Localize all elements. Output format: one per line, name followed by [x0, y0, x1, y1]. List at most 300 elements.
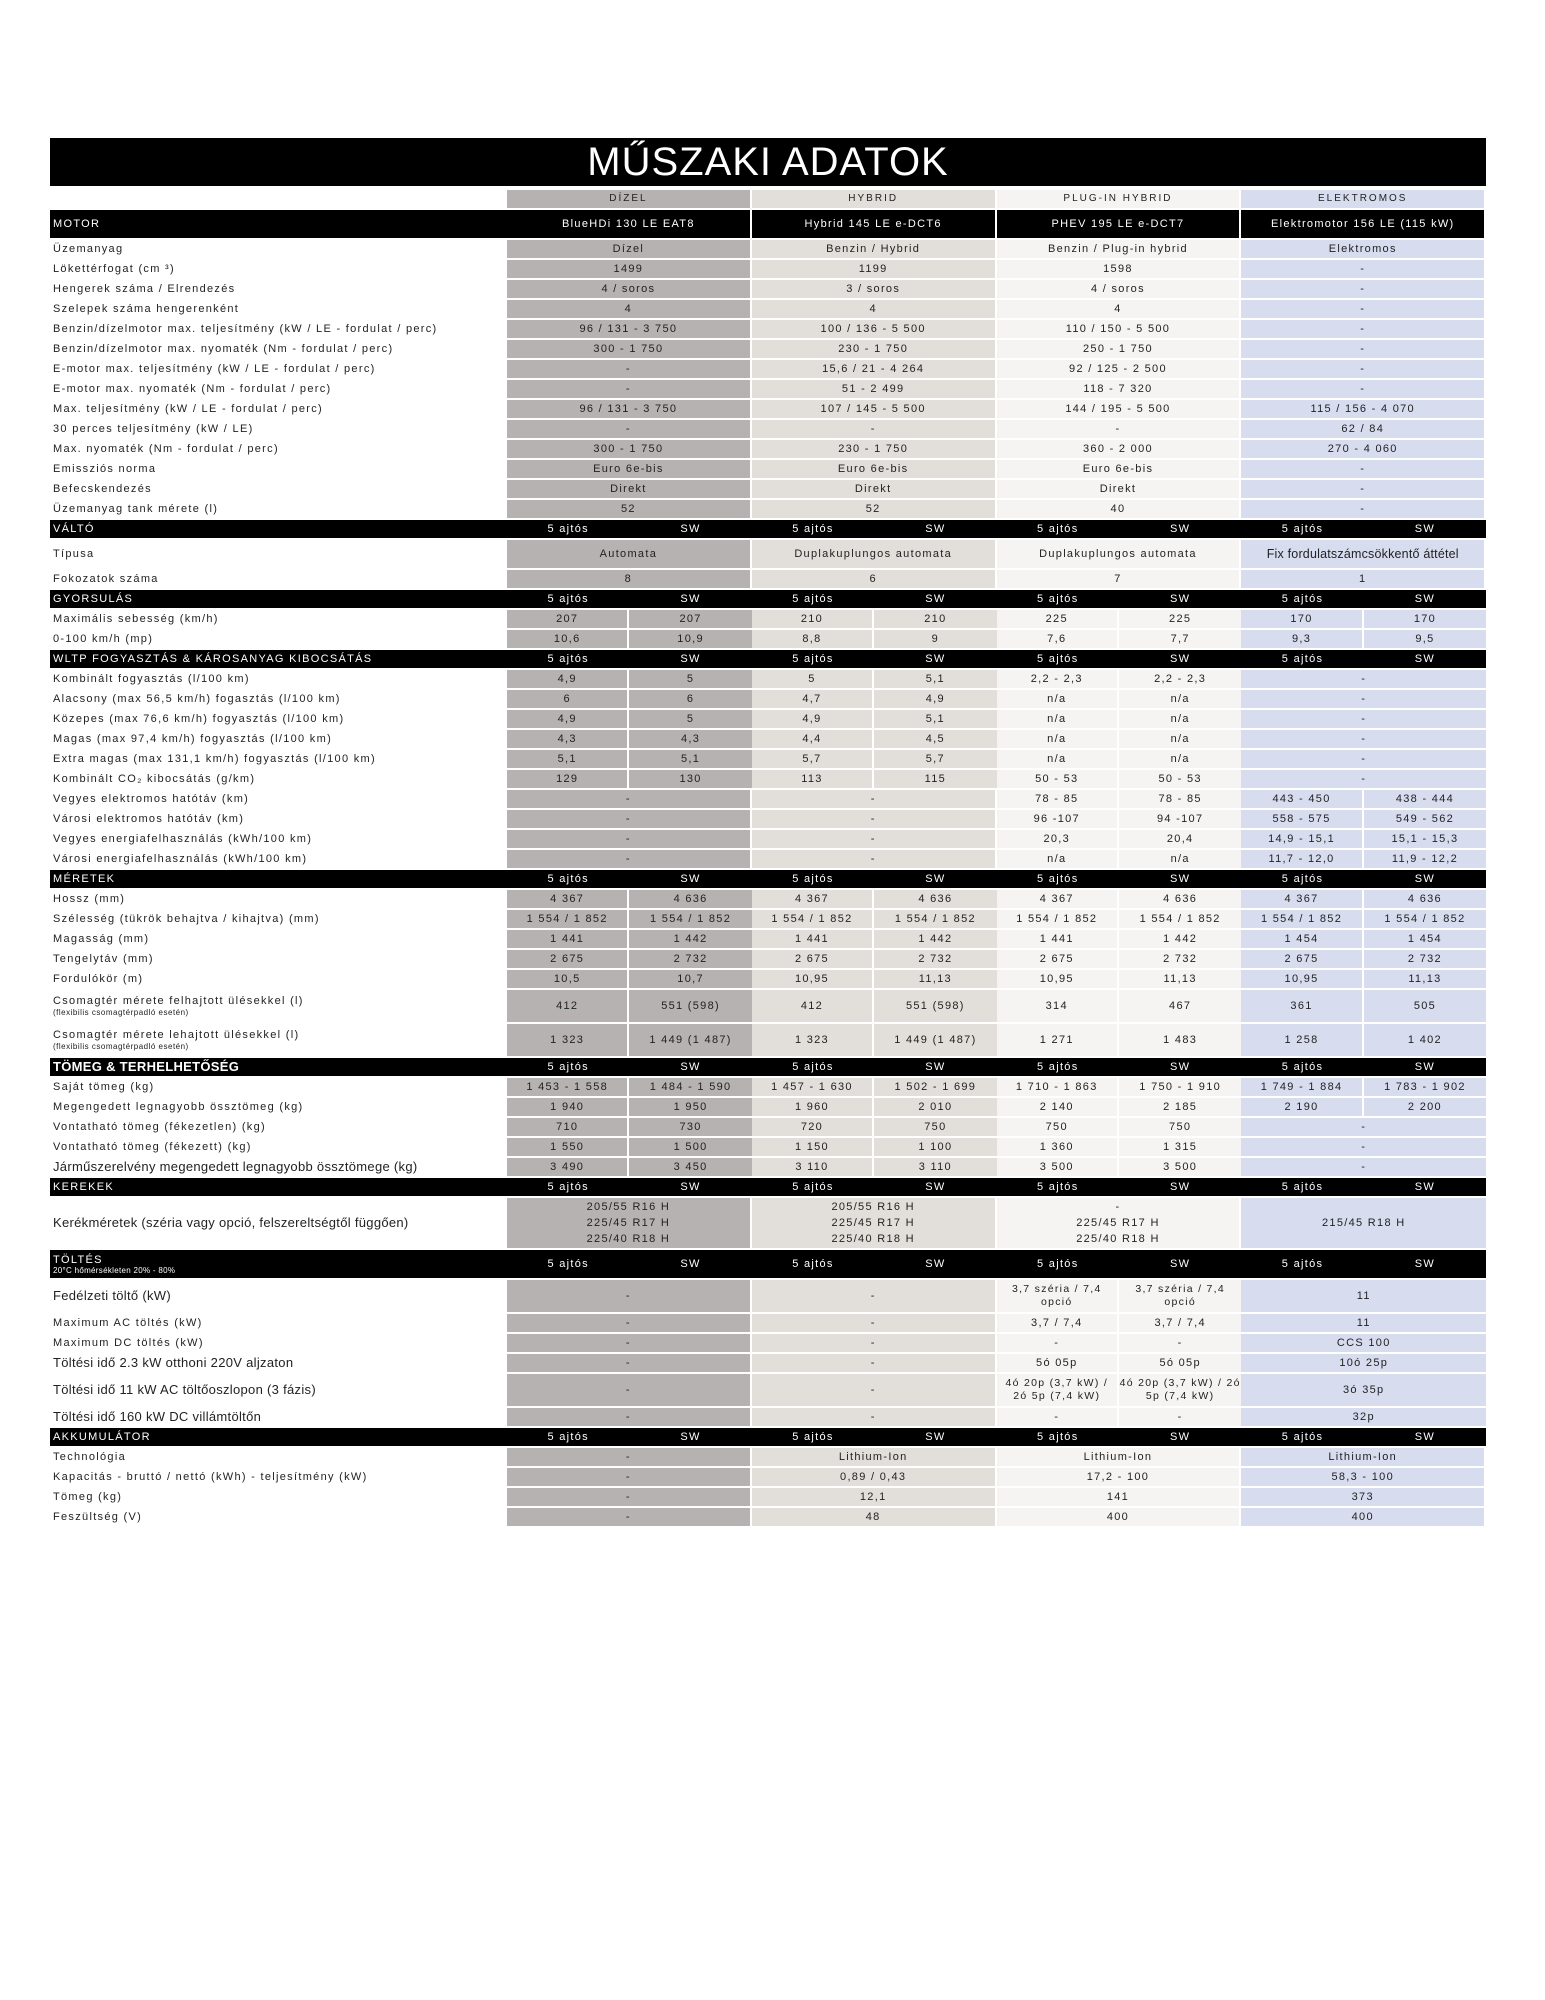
fuel-type-label: PLUG-IN HYBRID	[997, 190, 1242, 210]
value-cell: 4 367	[752, 890, 874, 910]
value-cell: 438 - 444	[1364, 790, 1486, 810]
value-cell: 1 483	[1119, 1024, 1241, 1058]
value-cell: -	[1241, 320, 1486, 340]
value-cell: n/a	[997, 730, 1119, 750]
value-cell: -	[507, 850, 752, 870]
dimension-row	[50, 950, 1486, 970]
value-cell: 207	[629, 610, 751, 630]
row-label: Hengerek száma / Elrendezés	[50, 280, 507, 300]
wheel-size: 205/55 R16 H	[586, 1201, 671, 1213]
trunk-note: (flexibilis csomagtérpadló esetén)	[53, 1008, 189, 1017]
row-label: Tengelytáv (mm)	[50, 950, 507, 970]
value-cell: 1 940	[507, 1098, 629, 1118]
row-label: Töltési idő 160 kW DC villámtöltőn	[50, 1408, 507, 1428]
row-label: Kombinált fogyasztás (l/100 km)	[50, 670, 507, 690]
row-label: Maximum DC töltés (kW)	[50, 1334, 507, 1354]
value-cell: Duplakuplungos automata	[752, 540, 997, 570]
value-cell: -	[752, 1280, 997, 1314]
meretek-header	[50, 870, 1486, 890]
value-cell: 5	[629, 670, 751, 690]
value-cell: 130	[629, 770, 751, 790]
value-cell: 230 - 1 750	[752, 440, 997, 460]
value-cell: 4 636	[1119, 890, 1241, 910]
value-cell: 5,1	[507, 750, 629, 770]
variant-sw-header: SW	[1364, 1428, 1486, 1448]
value-cell: 710	[507, 1118, 629, 1138]
variant-sw-header: SW	[874, 870, 996, 890]
value-cell: 750	[874, 1118, 996, 1138]
row-label: Max. nyomaték (Nm - fordulat / perc)	[50, 440, 507, 460]
value-cell: 400	[1241, 1508, 1486, 1528]
variant-5-door-header: 5 ajtós	[997, 650, 1119, 670]
value-cell: 373	[1241, 1488, 1486, 1508]
fuel-type-label: HYBRID	[752, 190, 997, 210]
motor-row	[50, 400, 1486, 420]
value-cell: -	[752, 830, 997, 850]
value-cell: 1499	[507, 260, 752, 280]
variant-sw-header: SW	[629, 590, 751, 610]
acceleration-row	[50, 630, 1486, 650]
variant-5-door-header: 5 ajtós	[752, 1250, 874, 1280]
electric-range-row	[50, 790, 1486, 810]
value-cell: 4ó 20p (3,7 kW) / 2ó 5p (7,4 kW)	[1119, 1374, 1241, 1408]
row-label: Magasság (mm)	[50, 930, 507, 950]
value-cell: 4	[507, 300, 752, 320]
weight-row	[50, 1078, 1486, 1098]
charging-row	[50, 1314, 1486, 1334]
value-cell: 96 / 131 - 3 750	[507, 400, 752, 420]
towing-row	[50, 1138, 1486, 1158]
value-cell: 9,3	[1241, 630, 1363, 650]
value-cell: 551 (598)	[874, 990, 996, 1024]
trunk-row	[50, 1024, 1486, 1058]
value-cell: Fix fordulatszámcsökkentő áttétel	[1241, 540, 1486, 570]
row-label: MÉRETEK	[50, 870, 507, 890]
value-cell: Lithium-Ion	[752, 1448, 997, 1468]
row-label: Lökettérfogat (cm ³)	[50, 260, 507, 280]
variant-sw-header: SW	[1364, 520, 1486, 540]
value-cell: 11,13	[874, 970, 996, 990]
consumption-row	[50, 690, 1486, 710]
row-label: MOTOR	[50, 210, 507, 240]
value-cell: 2 732	[874, 950, 996, 970]
row-label: Megengedett legnagyobb össztömeg (kg)	[50, 1098, 507, 1118]
value-cell: 4,9	[507, 670, 629, 690]
value-cell: 210	[874, 610, 996, 630]
value-cell: 2 675	[997, 950, 1119, 970]
value-cell: 5,1	[874, 670, 996, 690]
value-cell: 11,7 - 12,0	[1241, 850, 1363, 870]
value-cell: 9	[874, 630, 996, 650]
value-cell: 1 750 - 1 910	[1119, 1078, 1241, 1098]
value-cell: 4ó 20p (3,7 kW) / 2ó 5p (7,4 kW)	[997, 1374, 1119, 1408]
value-cell: 20,3	[997, 830, 1119, 850]
value-cell: 1 150	[752, 1138, 874, 1158]
value-cell: 3 110	[874, 1158, 996, 1178]
value-cell: 58,3 - 100	[1241, 1468, 1486, 1488]
motor-row	[50, 280, 1486, 300]
value-cell: 4 636	[629, 890, 751, 910]
wheel-size: 225/40 R18 H	[586, 1233, 671, 1245]
value-cell: -	[507, 1354, 752, 1374]
value-cell: Dízel	[507, 240, 752, 260]
value-cell: -	[507, 1314, 752, 1334]
value-cell: 1 554 / 1 852	[1119, 910, 1241, 930]
row-label: Városi energiafelhasználás (kWh/100 km)	[50, 850, 507, 870]
value-cell: 2 732	[1364, 950, 1486, 970]
variant-sw-header: SW	[629, 650, 751, 670]
value-cell: -	[507, 1334, 752, 1354]
value-cell: 270 - 4 060	[1241, 440, 1486, 460]
trunk-row	[50, 990, 1486, 1024]
value-cell: -	[507, 1508, 752, 1528]
motor-row	[50, 480, 1486, 500]
variant-5-door-header: 5 ajtós	[1241, 1178, 1363, 1198]
variant-5-door-header: 5 ajtós	[507, 1428, 629, 1448]
row-label: KEREKEK	[50, 1178, 507, 1198]
variant-sw-header: SW	[874, 1178, 996, 1198]
value-cell: 750	[1119, 1118, 1241, 1138]
value-cell: 750	[997, 1118, 1119, 1138]
value-cell: 2,2 - 2,3	[997, 670, 1119, 690]
electric-range-row	[50, 810, 1486, 830]
value-cell: 11,13	[1364, 970, 1486, 990]
value-cell: Euro 6e-bis	[507, 460, 752, 480]
wheel-size-row	[50, 1198, 1486, 1250]
value-cell: 92 / 125 - 2 500	[997, 360, 1242, 380]
wheel-size: -	[1115, 1201, 1121, 1213]
value-cell: -	[1241, 710, 1486, 730]
consumption-row	[50, 710, 1486, 730]
value-cell: 6	[752, 570, 997, 590]
motor-row	[50, 240, 1486, 260]
value-cell: 210	[752, 610, 874, 630]
row-label: Üzemanyag tank mérete (l)	[50, 500, 507, 520]
charging-row	[50, 1374, 1486, 1408]
value-cell: 1 323	[752, 1024, 874, 1058]
akkumulator-header	[50, 1428, 1486, 1448]
value-cell: 1 449 (1 487)	[874, 1024, 996, 1058]
motor-row	[50, 340, 1486, 360]
value-cell: 100 / 136 - 5 500	[752, 320, 997, 340]
value-cell: 8,8	[752, 630, 874, 650]
value-cell: 3 500	[997, 1158, 1119, 1178]
towing-row	[50, 1118, 1486, 1138]
value-cell: -	[752, 1408, 997, 1428]
value-cell: 78 - 85	[1119, 790, 1241, 810]
value-cell: 1 258	[1241, 1024, 1363, 1058]
wheel-size-cell	[507, 1198, 752, 1250]
row-label: Kerékméretek (széria vagy opció, felszereltségtől függően)	[50, 1198, 507, 1250]
row-label: 30 perces teljesítmény (kW / LE)	[50, 420, 507, 440]
motor-row	[50, 460, 1486, 480]
value-cell: Euro 6e-bis	[752, 460, 997, 480]
value-cell: CCS 100	[1241, 1334, 1486, 1354]
variant-sw-header: SW	[874, 650, 996, 670]
value-cell: 10,7	[629, 970, 751, 990]
value-cell: 1 484 - 1 590	[629, 1078, 751, 1098]
value-cell: Duplakuplungos automata	[997, 540, 1242, 570]
value-cell: 8	[507, 570, 752, 590]
row-label: Emissziós norma	[50, 460, 507, 480]
value-cell: 4 636	[1364, 890, 1486, 910]
value-cell: 207	[507, 610, 629, 630]
variant-sw-header: SW	[1119, 520, 1241, 540]
row-label: Vegyes energiafelhasználás (kWh/100 km)	[50, 830, 507, 850]
value-cell: 1 360	[997, 1138, 1119, 1158]
variant-5-door-header: 5 ajtós	[1241, 1058, 1363, 1078]
value-cell: 5,1	[874, 710, 996, 730]
row-label: Max. teljesítmény (kW / LE - fordulat / perc)	[50, 400, 507, 420]
value-cell: 4 367	[997, 890, 1119, 910]
value-cell: -	[507, 1280, 752, 1314]
wheel-size: 225/40 R18 H	[831, 1233, 915, 1245]
row-label: Szélesség (tükrök behajtva / kihajtva) (mm)	[50, 910, 507, 930]
dimension-row	[50, 930, 1486, 950]
value-cell: 5ó 05p	[1119, 1354, 1241, 1374]
value-cell: 4 / soros	[507, 280, 752, 300]
value-cell: 0,89 / 0,43	[752, 1468, 997, 1488]
variant-5-door-header: 5 ajtós	[507, 650, 629, 670]
value-cell: 4,7	[752, 690, 874, 710]
value-cell: -	[1119, 1408, 1241, 1428]
variant-5-door-header: 5 ajtós	[997, 1250, 1119, 1280]
charging-row	[50, 1334, 1486, 1354]
gear-count-row	[50, 570, 1486, 590]
value-cell: -	[752, 1334, 997, 1354]
row-label: E-motor max. nyomaték (Nm - fordulat / perc)	[50, 380, 507, 400]
wheel-size: 225/45 R17 H	[831, 1217, 915, 1229]
row-label: E-motor max. teljesítmény (kW / LE - fordulat / perc)	[50, 360, 507, 380]
variant-5-door-header: 5 ajtós	[507, 520, 629, 540]
trunk-label: Csomagtér mérete felhajtott ülésekkel (l)	[53, 995, 304, 1007]
row-label: Vontatható tömeg (fékezett) (kg)	[50, 1138, 507, 1158]
wheel-size: 225/40 R18 H	[1076, 1233, 1160, 1245]
value-cell: 730	[629, 1118, 751, 1138]
value-cell: 144 / 195 - 5 500	[997, 400, 1242, 420]
variant-sw-header: SW	[1119, 1178, 1241, 1198]
value-cell: 2 675	[1241, 950, 1363, 970]
value-cell: 1	[1241, 570, 1486, 590]
value-cell: 1 441	[752, 930, 874, 950]
value-cell: 96 -107	[997, 810, 1119, 830]
value-cell: 4	[997, 300, 1242, 320]
value-cell: 400	[997, 1508, 1242, 1528]
value-cell: 10,95	[1241, 970, 1363, 990]
variant-5-door-header: 5 ajtós	[1241, 870, 1363, 890]
value-cell: -	[752, 850, 997, 870]
value-cell: 3ó 35p	[1241, 1374, 1486, 1408]
value-cell: -	[1241, 750, 1486, 770]
wheel-size: 225/45 R17 H	[586, 1217, 671, 1229]
value-cell: -	[1241, 1158, 1486, 1178]
value-cell: 5	[752, 670, 874, 690]
variant-5-door-header: 5 ajtós	[1241, 1428, 1363, 1448]
gyorsulas-header	[50, 590, 1486, 610]
value-cell: -	[1241, 500, 1486, 520]
value-cell: n/a	[997, 850, 1119, 870]
value-cell: 48	[752, 1508, 997, 1528]
value-cell: 1 554 / 1 852	[874, 910, 996, 930]
value-cell: 78 - 85	[997, 790, 1119, 810]
value-cell: 1 441	[997, 930, 1119, 950]
value-cell: 1598	[997, 260, 1242, 280]
transmission-type-row	[50, 540, 1486, 570]
value-cell: 225	[997, 610, 1119, 630]
value-cell: 141	[997, 1488, 1242, 1508]
value-cell: Direkt	[997, 480, 1242, 500]
value-cell: 52	[507, 500, 752, 520]
variant-sw-header: SW	[874, 1250, 996, 1280]
row-label: Alacsony (max 56,5 km/h) fogasztás (l/100 km)	[50, 690, 507, 710]
variant-sw-header: SW	[874, 1428, 996, 1448]
value-cell: n/a	[1119, 850, 1241, 870]
value-cell: 11,9 - 12,2	[1364, 850, 1486, 870]
value-cell: 9,5	[1364, 630, 1486, 650]
consumption-row	[50, 730, 1486, 750]
value-cell: n/a	[1119, 750, 1241, 770]
value-cell: 3 / soros	[752, 280, 997, 300]
motor-variant-label: Hybrid 145 LE e-DCT6	[752, 210, 997, 240]
value-cell: n/a	[1119, 690, 1241, 710]
value-cell: 4,9	[874, 690, 996, 710]
value-cell: 4,5	[874, 730, 996, 750]
value-cell: 1 554 / 1 852	[629, 910, 751, 930]
row-label: Típusa	[50, 540, 507, 570]
value-cell: 1 783 - 1 902	[1364, 1078, 1486, 1098]
value-cell: Euro 6e-bis	[997, 460, 1242, 480]
value-cell: 113	[752, 770, 874, 790]
motor-row	[50, 440, 1486, 460]
dimension-row	[50, 910, 1486, 930]
charging-row	[50, 1354, 1486, 1374]
value-cell: 230 - 1 750	[752, 340, 997, 360]
row-label: Járműszerelvény megengedett legnagyobb össztömege (kg)	[50, 1158, 507, 1178]
row-label: TÖMEG & TERHELHETŐSÉG	[50, 1058, 507, 1078]
value-cell: 5,7	[874, 750, 996, 770]
variant-sw-header: SW	[1119, 1428, 1241, 1448]
value-cell: 52	[752, 500, 997, 520]
value-cell: -	[507, 810, 752, 830]
value-cell: 5ó 05p	[997, 1354, 1119, 1374]
fuel-type-header	[50, 190, 1486, 210]
row-label: Extra magas (max 131,1 km/h) fogyasztás (l/100 km)	[50, 750, 507, 770]
variant-5-door-header: 5 ajtós	[507, 590, 629, 610]
value-cell: 20,4	[1119, 830, 1241, 850]
value-cell: 3 110	[752, 1158, 874, 1178]
value-cell: 17,2 - 100	[997, 1468, 1242, 1488]
value-cell: 360 - 2 000	[997, 440, 1242, 460]
value-cell: -	[1241, 360, 1486, 380]
value-cell: 2 200	[1364, 1098, 1486, 1118]
variant-sw-header: SW	[629, 1428, 751, 1448]
value-cell: 1 442	[629, 930, 751, 950]
value-cell: 1 441	[507, 930, 629, 950]
value-cell: 3,7 / 7,4	[997, 1314, 1119, 1334]
value-cell: -	[507, 1374, 752, 1408]
value-cell: n/a	[997, 710, 1119, 730]
kerekek-header	[50, 1178, 1486, 1198]
variant-5-door-header: 5 ajtós	[1241, 650, 1363, 670]
value-cell: 2 675	[507, 950, 629, 970]
motor-row	[50, 300, 1486, 320]
value-cell: 5,1	[629, 750, 751, 770]
variant-sw-header: SW	[874, 520, 996, 540]
row-label: Saját tömeg (kg)	[50, 1078, 507, 1098]
spec-sheet	[50, 138, 1486, 1528]
value-cell: 3,7 széria / 7,4 opció	[1119, 1280, 1241, 1314]
value-cell: -	[752, 1314, 997, 1334]
value-cell: -	[507, 420, 752, 440]
row-label: WLTP FOGYASZTÁS & KÁROSANYAG KIBOCSÁTÁS	[50, 650, 507, 670]
value-cell: 4,3	[629, 730, 751, 750]
acceleration-row	[50, 610, 1486, 630]
value-cell: 4,9	[507, 710, 629, 730]
value-cell: 1 442	[874, 930, 996, 950]
battery-row	[50, 1468, 1486, 1488]
value-cell: 4 636	[874, 890, 996, 910]
motor-variant-label: BlueHDi 130 LE EAT8	[507, 210, 752, 240]
wltp-header	[50, 650, 1486, 670]
variant-5-door-header: 5 ajtós	[997, 1058, 1119, 1078]
value-cell: 115 / 156 - 4 070	[1241, 400, 1486, 420]
row-label	[50, 1250, 507, 1280]
value-cell: 1 323	[507, 1024, 629, 1058]
value-cell: 2 010	[874, 1098, 996, 1118]
value-cell: 2,2 - 2,3	[1119, 670, 1241, 690]
value-cell: 3,7 széria / 7,4 opció	[997, 1280, 1119, 1314]
value-cell: 11,13	[1119, 970, 1241, 990]
consumption-row	[50, 670, 1486, 690]
variant-sw-header: SW	[629, 1178, 751, 1198]
value-cell: 11	[1241, 1280, 1486, 1314]
consumption-row	[50, 770, 1486, 790]
value-cell: -	[507, 790, 752, 810]
value-cell: 50 - 53	[1119, 770, 1241, 790]
value-cell: 1 710 - 1 863	[997, 1078, 1119, 1098]
variant-5-door-header: 5 ajtós	[997, 590, 1119, 610]
variant-sw-header: SW	[1364, 870, 1486, 890]
value-cell: 14,9 - 15,1	[1241, 830, 1363, 850]
value-cell: 412	[507, 990, 629, 1024]
value-cell: -	[507, 1468, 752, 1488]
charging-row	[50, 1280, 1486, 1314]
battery-row	[50, 1508, 1486, 1528]
value-cell: 96 / 131 - 3 750	[507, 320, 752, 340]
value-cell: 2 732	[1119, 950, 1241, 970]
row-label: Maximális sebesség (km/h)	[50, 610, 507, 630]
value-cell: 4	[752, 300, 997, 320]
value-cell: 1 453 - 1 558	[507, 1078, 629, 1098]
value-cell: -	[997, 1408, 1119, 1428]
value-cell: 4 367	[1241, 890, 1363, 910]
value-cell: 1 454	[1241, 930, 1363, 950]
variant-sw-header: SW	[629, 870, 751, 890]
value-cell: 15,1 - 15,3	[1364, 830, 1486, 850]
value-cell: Lithium-Ion	[997, 1448, 1242, 1468]
value-cell: -	[752, 420, 997, 440]
value-cell: -	[507, 1448, 752, 1468]
value-cell: -	[752, 810, 997, 830]
variant-sw-header: SW	[1364, 590, 1486, 610]
battery-row	[50, 1488, 1486, 1508]
motor-row	[50, 420, 1486, 440]
value-cell: 4,4	[752, 730, 874, 750]
variant-5-door-header: 5 ajtós	[997, 1178, 1119, 1198]
variant-5-door-header: 5 ajtós	[752, 650, 874, 670]
value-cell: 6	[507, 690, 629, 710]
motor-row	[50, 260, 1486, 280]
